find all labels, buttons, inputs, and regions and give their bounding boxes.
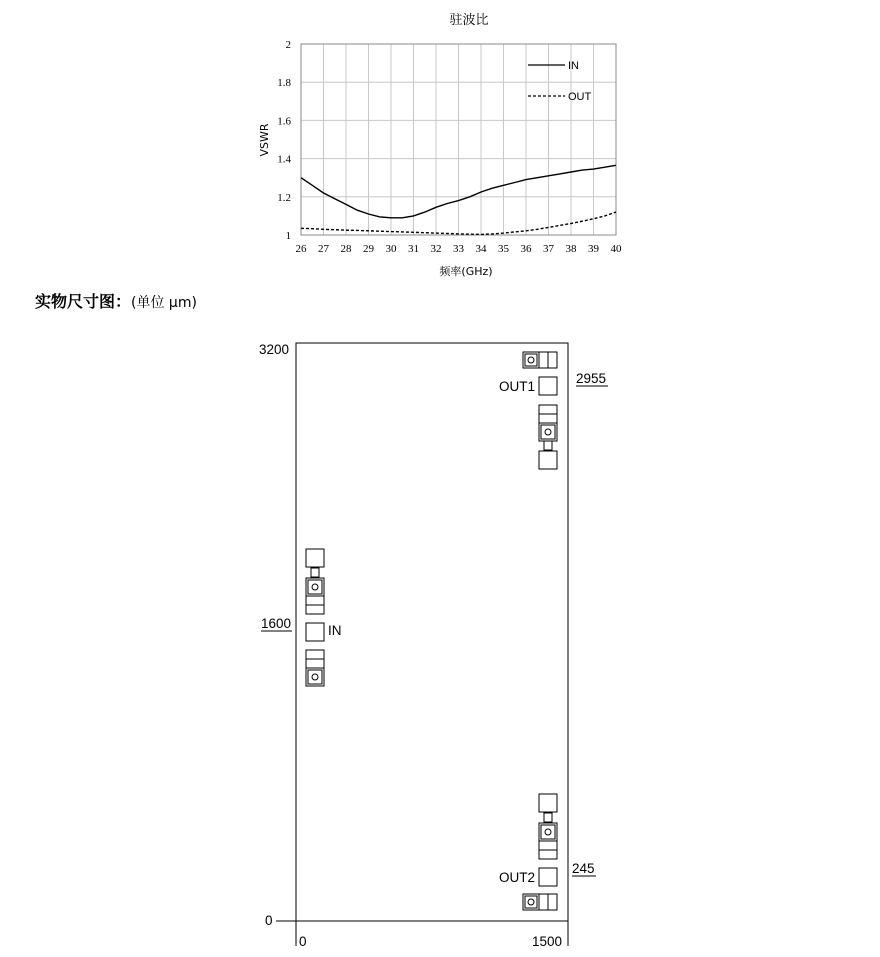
pad-group-bottom-right <box>523 794 557 910</box>
x-tick-label: 32 <box>430 243 442 255</box>
heading-title: 实物尺寸图： <box>35 292 132 311</box>
y-tick-label: 2 <box>285 39 291 51</box>
probe-pad-inner <box>525 354 537 366</box>
x-tick-label: 33 <box>453 243 464 255</box>
legend-label-out: OUT <box>568 91 592 103</box>
pad-group-left <box>306 549 324 686</box>
pad <box>539 451 557 469</box>
probe-pad-inner <box>308 670 322 684</box>
pad-out2 <box>539 868 557 886</box>
probe-point <box>545 829 551 835</box>
probe-pad <box>539 423 557 441</box>
x-tick-label: 40 <box>610 243 622 255</box>
connector-stub <box>311 568 319 577</box>
dimension-section-heading <box>35 289 197 312</box>
x-axis-label: 频率(GHz) <box>439 265 493 278</box>
y-top-label: 3200 <box>259 342 290 357</box>
y-tick-label: 1.6 <box>277 115 291 128</box>
probe-point <box>545 429 551 435</box>
x-tick-label: 30 <box>385 243 397 255</box>
x-tick-label: 37 <box>543 243 554 255</box>
x-tick-label: 29 <box>363 243 374 255</box>
vswr-chart <box>0 0 880 290</box>
pad-out2-label: OUT2 <box>498 870 535 885</box>
x-tick-label: 26 <box>295 243 307 255</box>
chart-grid <box>301 44 616 235</box>
pad-out1 <box>539 377 557 395</box>
legend <box>528 60 592 103</box>
chart-title: 驻波比 <box>449 13 489 28</box>
pad-group-top-right <box>523 352 557 469</box>
connector-stub <box>544 813 552 822</box>
y-tick-label: 1 <box>285 230 291 242</box>
x-tick-label: 27 <box>318 243 329 255</box>
dimension-label-2955: 2955 <box>576 371 607 386</box>
x-tick-label: 31 <box>408 243 419 255</box>
probe-pad-inner <box>541 825 555 839</box>
probe-point <box>312 674 318 680</box>
x-tick-label: 39 <box>588 243 599 255</box>
y-tick-label: 1.8 <box>277 77 291 90</box>
pad <box>539 794 557 812</box>
y-axis-label: VSWR <box>258 123 271 157</box>
x-tick-label: 38 <box>565 243 577 255</box>
connector-stub <box>544 441 552 450</box>
probe-pad-inner <box>541 425 555 439</box>
probe-point <box>528 899 534 905</box>
pad <box>306 549 324 567</box>
probe-pad-inner <box>308 580 322 594</box>
y-tick-labels <box>277 39 291 242</box>
probe-pad <box>539 823 557 841</box>
x-tick-label: 28 <box>340 243 352 255</box>
probe-pad-inner <box>525 896 537 908</box>
x-tick-label: 34 <box>475 243 487 255</box>
probe-pad <box>306 668 324 686</box>
heading-unit: (单位 μm) <box>131 295 197 311</box>
pad-in <box>306 623 324 641</box>
legend-label-in: IN <box>568 60 579 72</box>
x-right-label: 1500 <box>532 934 563 949</box>
probe-pad <box>306 578 324 596</box>
y-zero-label: 0 <box>265 913 273 928</box>
probe-point <box>312 584 318 590</box>
chip-dimension-drawing <box>0 330 880 957</box>
y-tick-label: 1.4 <box>277 153 291 166</box>
x-tick-label: 36 <box>520 243 532 255</box>
x-zero-label: 0 <box>299 934 307 949</box>
pad-in-label: IN <box>328 623 342 638</box>
x-tick-labels <box>296 243 623 255</box>
dimension-label-245: 245 <box>572 861 595 876</box>
probe-point <box>528 357 534 363</box>
y-mid-label: 1600 <box>261 616 292 631</box>
pad-out1-label: OUT1 <box>498 379 535 394</box>
y-tick-label: 1.2 <box>277 191 291 204</box>
x-tick-label: 35 <box>498 243 509 255</box>
